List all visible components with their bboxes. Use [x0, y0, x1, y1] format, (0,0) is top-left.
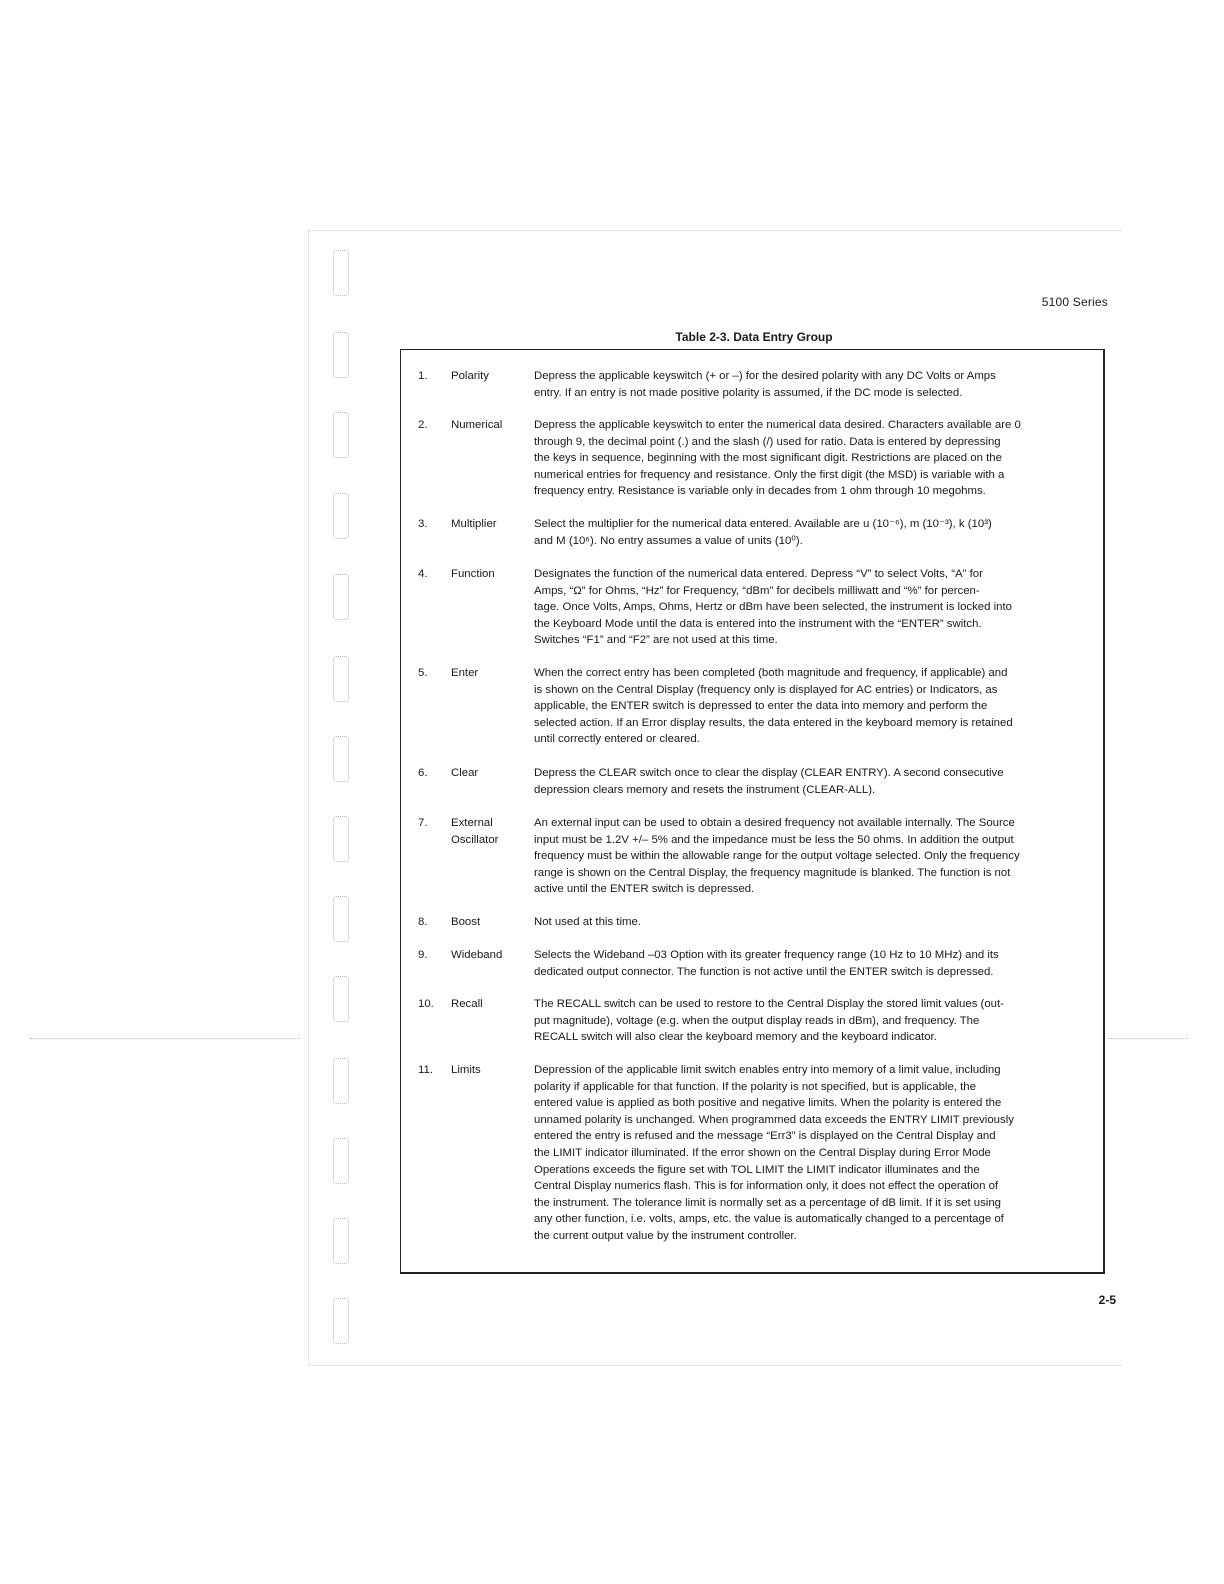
description-line: entry. If an entry is not made positive polarity is assumed, if the DC mode is selected. — [534, 386, 963, 399]
binder-hole-5 — [333, 574, 349, 620]
description-line: and M (10⁶). No entry assumes a value of units (10⁰). — [534, 534, 803, 547]
description-line: until correctly entered or cleared. — [534, 733, 700, 746]
binder-hole-6 — [333, 656, 349, 702]
entry-name: Multiplier — [451, 518, 497, 530]
description-line: Amps, “Ω” for Ohms, “Hz” for Frequency, “dBm” for decibels milliwatt and “%” for percen- — [534, 584, 980, 597]
description-line: numerical entries for frequency and resistance. Only the first digit (the MSD) is variable with a — [534, 468, 1005, 481]
entry-description — [534, 1062, 1079, 1245]
description-line: The RECALL switch can be used to restore to the Central Display the stored limit values (out- — [534, 998, 1004, 1010]
entry-number: 11. — [418, 1064, 433, 1076]
entry-description — [534, 516, 1079, 549]
binder-hole-12 — [333, 1138, 349, 1184]
entry-name: Recall — [451, 998, 483, 1010]
description-line: Depress the applicable keyswitch (+ or –) for the desired polarity with any DC Volts or Amps — [534, 370, 996, 382]
description-line: dedicated output connector. The function is not active until the ENTER switch is depressed. — [534, 965, 994, 978]
description-line: Select the multiplier for the numerical data entered. Available are u (10⁻⁶), m (10⁻³), k (10³) — [534, 518, 992, 530]
binder-hole-4 — [333, 493, 349, 539]
entry-description — [534, 996, 1079, 1046]
description-line: frequency must be within the allowable range for the output voltage selected. Only the frequency — [534, 850, 1020, 863]
description-line: Depress the applicable keyswitch to enter the numerical data desired. Characters available are 0 — [534, 419, 1021, 431]
description-line: the Keyboard Mode until the data is entered into the instrument with the “ENTER” switch. — [534, 617, 982, 630]
description-line: entered the entry is refused and the message “Err3” is displayed on the Central Display and — [534, 1130, 996, 1143]
entry-number: 3. — [418, 518, 428, 530]
description-line: the LIMIT indicator illuminated. If the error shown on the Central Display during Error Mode — [534, 1146, 991, 1159]
entry-name: Numerical — [451, 419, 503, 431]
description-line: polarity if applicable for that function. If the polarity is not specified, but is applicable, the — [534, 1080, 976, 1093]
description-line: put magnitude), voltage (e.g. when the output display reads in dBm), and frequency. The — [534, 1014, 980, 1027]
entry-number: 6. — [418, 767, 428, 779]
description-line: Switches “F1” and “F2” are not used at this time. — [534, 634, 778, 647]
binder-hole-11 — [333, 1058, 349, 1104]
entry-name: Wideband — [451, 949, 503, 961]
binder-hole-13 — [333, 1218, 349, 1264]
data-entry-table — [400, 349, 1105, 1274]
entry-number: 4. — [418, 568, 428, 580]
entry-name: Clear — [451, 767, 479, 779]
entry-number: 8. — [418, 916, 428, 928]
binder-hole-2 — [333, 332, 349, 378]
description-line: the instrument. The tolerance limit is normally set as a percentage of dB limit. If it is set using — [534, 1196, 1002, 1209]
description-line: Operations exceeds the figure set with TOL LIMIT the LIMIT indicator illuminates and the — [534, 1163, 980, 1176]
description-line: Selects the Wideband –03 Option with its greater frequency range (10 Hz to 10 MHz) and its — [534, 949, 999, 961]
description-line: depression clears memory and resets the instrument (CLEAR-ALL). — [534, 783, 876, 796]
description-line: through 9, the decimal point (.) and the slash (/) used for ratio. Data is entered by depressing — [534, 435, 1001, 448]
description-line: RECALL switch will also clear the keyboard memory and the keyboard indicator. — [534, 1031, 937, 1044]
description-line: frequency entry. Resistance is variable only in decades from 1 ohm through 10 megohms. — [534, 485, 986, 498]
entry-number: 10. — [418, 998, 434, 1010]
description-line: is shown on the Central Display (frequency only is displayed for AC entries) or Indicators, as — [534, 683, 998, 696]
series-label: 5100 Series — [1041, 295, 1108, 309]
entry-number: 7. — [418, 817, 428, 829]
entry-number: 9. — [418, 949, 428, 961]
description-line: Designates the function of the numerical data entered. Depress “V” to select Volts, “A” for — [534, 568, 983, 580]
description-line: input must be 1.2V +/– 5% and the impedance must be less the 50 ohms. In addition the output — [534, 833, 1014, 846]
binder-hole-3 — [333, 412, 349, 458]
entry-description — [534, 914, 1079, 931]
description-line: Central Display numerics flash. This is for information only, it does not effect the operation of — [534, 1180, 999, 1193]
entry-name: Boost — [451, 916, 481, 928]
scan-dotted-line-left — [30, 1038, 300, 1039]
entry-number: 5. — [418, 667, 428, 679]
description-line: tage. Once Volts, Amps, Ohms, Hertz or dBm have been selected, the instrument is locked into — [534, 601, 1013, 614]
entry-name: Enter — [451, 667, 479, 679]
entry-name: External Oscillator — [451, 817, 499, 846]
entry-name: Polarity — [451, 370, 489, 382]
description-line: entered value is applied as both positive and negative limits. When the polarity is entered the — [534, 1097, 1002, 1110]
description-line: any other function, i.e. volts, amps, etc. the value is automatically changed to a percentage of — [534, 1213, 1004, 1226]
entry-description — [534, 566, 1079, 649]
description-line: Depression of the applicable limit switch enables entry into memory of a limit value, including — [534, 1064, 1001, 1076]
entry-description — [534, 368, 1079, 401]
entry-number: 1. — [418, 370, 428, 382]
description-line: the keys in sequence, beginning with the most significant digit. Restrictions are placed on the — [534, 452, 1002, 465]
description-line: range is shown on the Central Display, the frequency magnitude is blanked. The function is not — [534, 866, 1011, 879]
description-line: the current output value by the instrument controller. — [534, 1229, 797, 1242]
binder-hole-1 — [333, 250, 349, 296]
binder-hole-14 — [333, 1298, 349, 1344]
description-line: selected action. If an Error display results, the data entered in the keyboard memory is retained — [534, 716, 1013, 729]
table-title: Table 2-3. Data Entry Group — [675, 330, 833, 344]
description-line: Depress the CLEAR switch once to clear the display (CLEAR ENTRY). A second consecutive — [534, 767, 1004, 779]
description-line: Not used at this time. — [534, 916, 641, 928]
entry-name: Function — [451, 568, 495, 580]
entry-description — [534, 815, 1079, 898]
description-line: An external input can be used to obtain a desired frequency not available internally. The Source — [534, 817, 1015, 829]
entry-name: Limits — [451, 1064, 481, 1076]
description-line: active until the ENTER switch is depressed. — [534, 883, 755, 896]
binder-hole-8 — [333, 816, 349, 862]
binder-hole-7 — [333, 736, 349, 782]
entry-description — [534, 765, 1079, 798]
description-line: When the correct entry has been completed (both magnitude and frequency, if applicable) and — [534, 667, 1008, 679]
page-number: 2-5 — [1098, 1293, 1116, 1307]
scan-dotted-line-right — [1108, 1038, 1188, 1039]
binder-hole-9 — [333, 896, 349, 942]
description-line: unnamed polarity is unchanged. When programmed data exceeds the ENTRY LIMIT previously — [534, 1113, 1014, 1126]
entry-description — [534, 665, 1079, 748]
entry-description — [534, 417, 1079, 500]
entry-description — [534, 947, 1079, 980]
entry-number: 2. — [418, 419, 428, 431]
description-line: applicable, the ENTER switch is depressed to enter the data into memory and perform the — [534, 700, 988, 713]
binder-hole-10 — [333, 976, 349, 1022]
